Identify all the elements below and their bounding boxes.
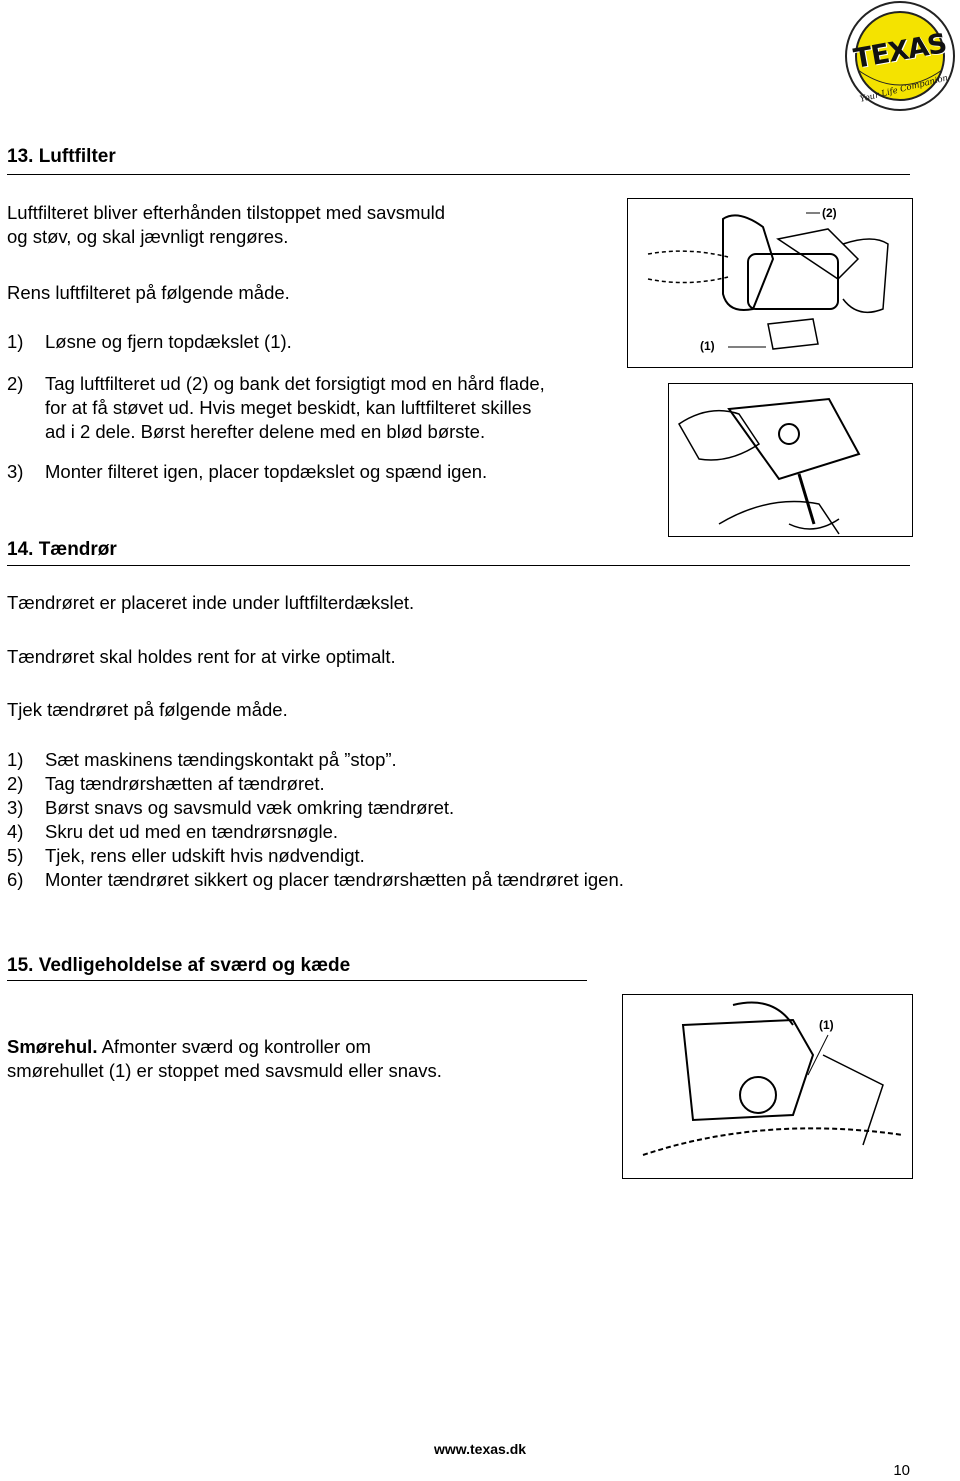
texas-logo: [838, 0, 960, 118]
s13-step3-num: 3): [7, 461, 24, 482]
s13-intro-line2: og støv, og skal jævnligt rengøres.: [7, 226, 289, 247]
filter-cleaning-figure: [668, 383, 913, 537]
s14-steps: [7, 748, 907, 892]
s14-step: [7, 868, 907, 892]
s14-step-text: Sæt maskinens tændingskontakt på ”stop”.: [45, 749, 397, 770]
fig-top-callout-1: (1): [700, 339, 715, 353]
s15-bold-lead: Smørehul.: [7, 1036, 98, 1057]
fig-top-callout-2: (2): [822, 206, 837, 220]
s15-text-line1: Afmonter sværd og kontroller om: [97, 1036, 371, 1057]
s14-step-num: 6): [7, 869, 24, 890]
s14-step: [7, 748, 907, 772]
s14-step-text: Tjek, rens eller udskift hvis nødvendigt.: [45, 845, 365, 866]
s14-step-text: Skru det ud med en tændrørsnøgle.: [45, 821, 339, 842]
section-13-heading: 13. Luftfilter: [7, 146, 116, 167]
s13-step2-line3: ad i 2 dele. Børst herefter delene med en blød børste.: [45, 421, 486, 442]
s13-step3: [7, 460, 487, 484]
s14-step-text: Monter tændrøret sikkert og placer tændrørshætten på tændrøret igen.: [45, 869, 624, 890]
fig-bottom-callout-1: (1): [819, 1018, 834, 1032]
bar-chain-figure: [622, 994, 913, 1179]
s14-step: [7, 820, 907, 844]
s14-step-num: 5): [7, 845, 24, 866]
s13-step2: [7, 372, 667, 444]
logo-tagline: Your Life Companion: [858, 73, 950, 105]
s14-step-num: 3): [7, 797, 24, 818]
s13-step2-line2: for at få støvet ud. Hvis meget beskidt, kan luftfilteret skilles: [45, 397, 532, 418]
s13-step1-num: 1): [7, 331, 24, 352]
footer-url[interactable]: www.texas.dk: [433, 1441, 527, 1457]
s14-step: [7, 772, 907, 796]
page-number: 10: [893, 1462, 910, 1479]
s14-p2: Tændrøret skal holdes rent for at virke optimalt.: [7, 646, 396, 667]
s13-step3-text: Monter filteret igen, placer topdækslet og spænd igen.: [45, 461, 488, 482]
s13-step1: [7, 330, 292, 354]
section-15-rule: [7, 980, 587, 981]
s13-step2-line1: Tag luftfilteret ud (2) og bank det forsigtigt mod en hård flade,: [45, 373, 545, 394]
s14-step: [7, 844, 907, 868]
s13-intro-line1: Luftfilteret bliver efterhånden tilstoppet med savsmuld: [7, 202, 446, 223]
s14-step: [7, 796, 907, 820]
s14-step-num: 1): [7, 749, 24, 770]
s13-intro: [7, 201, 627, 249]
s14-step-num: 2): [7, 773, 24, 794]
section-14-rule: [7, 565, 910, 566]
s14-step-text: Børst snavs og savsmuld væk omkring tændrøret.: [45, 797, 455, 818]
air-filter-figure-top: [627, 198, 913, 368]
s13-step2-num: 2): [7, 373, 24, 394]
logo-text: TEXAS: [851, 28, 949, 75]
s14-p3: Tjek tændrøret på følgende måde.: [7, 699, 288, 720]
section-13-rule: [7, 174, 910, 175]
section-14-heading: 14. Tændrør: [7, 539, 117, 560]
section-15-heading: 15. Vedligeholdelse af sværd og kæde: [7, 955, 351, 976]
s13-how: Rens luftfilteret på følgende måde.: [7, 282, 290, 303]
s15-text-line2: smørehullet (1) er stoppet med savsmuld eller snavs.: [7, 1060, 442, 1081]
s14-step-num: 4): [7, 821, 24, 842]
s14-p1: Tændrøret er placeret inde under luftfilterdækslet.: [7, 592, 415, 613]
s15-text: [7, 1035, 607, 1083]
s13-step1-text: Løsne og fjern topdækslet (1).: [45, 331, 292, 352]
s14-step-text: Tag tændrørshætten af tændrøret.: [45, 773, 325, 794]
